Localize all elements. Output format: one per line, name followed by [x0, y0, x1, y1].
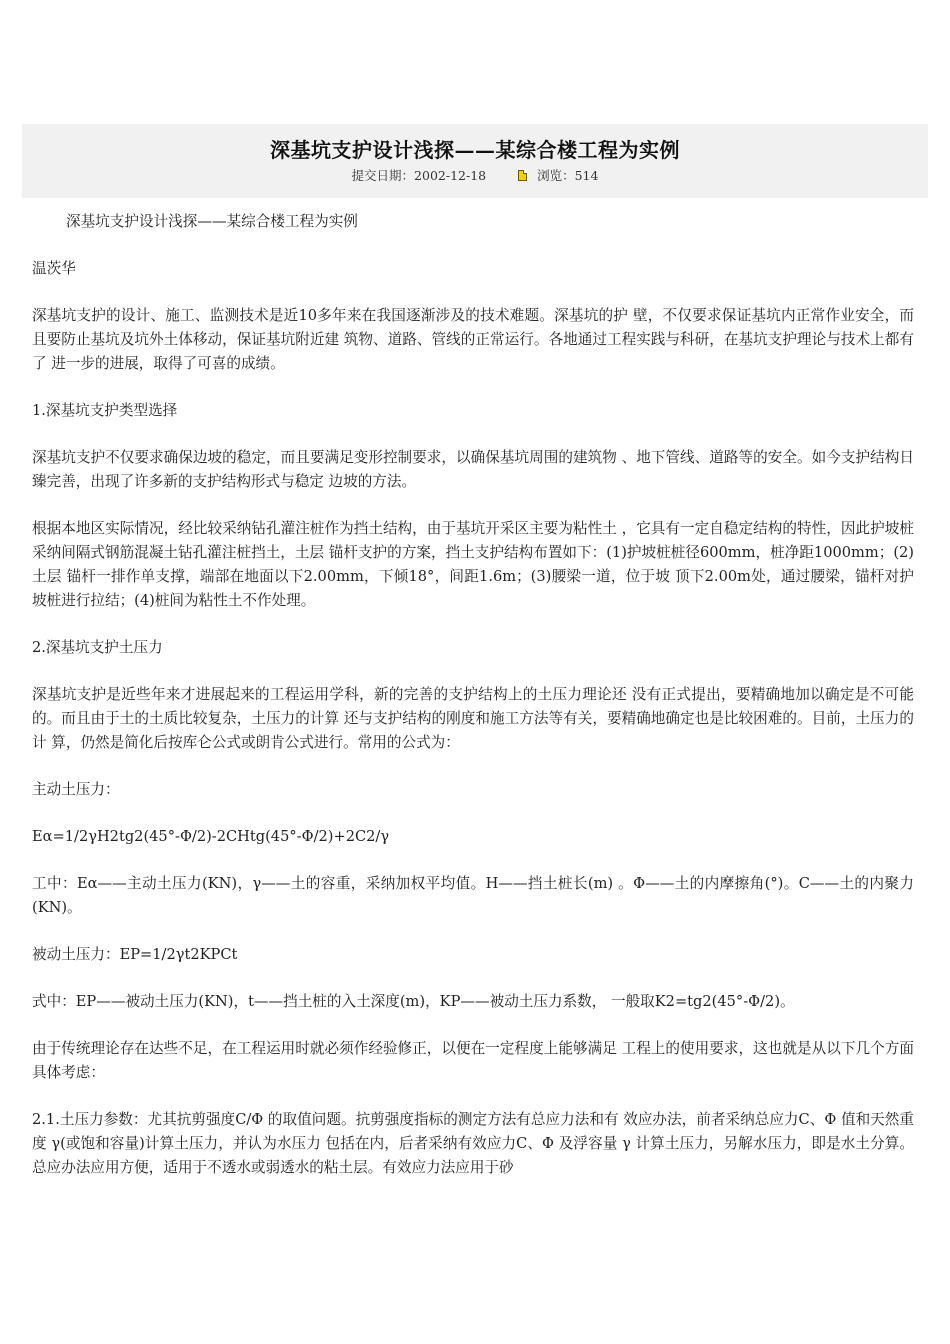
submit-date: 提交日期：2002-12-18	[351, 168, 487, 183]
article-meta	[22, 166, 928, 184]
paragraph: 由于传统理论存在达些不足，在工程运用时就必须作经验修正，以便在一定程度上能够满足 工程上的使用要求，这也就是从以下几个方面具体考虑：	[32, 1040, 914, 1081]
section-heading: 2.深基坑支护土压力	[32, 639, 163, 656]
body-subtitle: 深基坑支护设计浅探——某综合楼工程为实例	[66, 213, 358, 230]
article-title: 深基坑支护设计浅探——某综合楼工程为实例	[270, 138, 680, 162]
paragraph: 式中：EP——被动土压力(KN)，t——挡土桩的入土深度(m)，KP——被动土压力系数， 一般取K2=tg2(45°-Φ/2)。	[32, 993, 795, 1010]
formula: 被动土压力：EP=1/2γt2KPCt	[32, 946, 238, 963]
article-header	[22, 124, 928, 198]
document-icon	[518, 170, 527, 181]
section-heading: 1.深基坑支护类型选择	[32, 402, 178, 419]
article-body	[32, 210, 914, 1203]
author-name: 温茨华	[32, 260, 76, 277]
formula-label: 主动土压力：	[32, 781, 120, 798]
paragraph: 深基坑支护是近些年来才进展起来的工程运用学科，新的完善的支护结构上的土压力理论还 没有正式提出，要精确地加以确定是不可能的。而且由于土的土质比较复杂，土压力的计算 还与支护结构的刚度和施工方法等有关，要精确地确定也是比较困难的。目前，土压力的计 算，仍然是简化后按库仑公式或朗肯公式进行。常用的公式为：	[32, 686, 914, 751]
formula: Eα=1/2γH2tg2(45°-Φ/2)-2CHtg(45°-Φ/2)+2C2/γ	[32, 828, 390, 845]
view-count: 浏览：514	[537, 168, 599, 183]
paragraph: 工中：Eα——主动土压力(KN)，γ——土的容重，采纳加权平均值。H——挡土桩长(m) 。Φ——土的内摩擦角(°)。C——土的内聚力(KN)。	[32, 875, 914, 916]
paragraph: 深基坑支护不仅要求确保边坡的稳定，而且要满足变形控制要求，以确保基坑周围的建筑物 、地下管线、道路等的安全。如今支护结构日臻完善，出现了许多新的支护结构形式与稳定 边坡的方法。	[32, 449, 914, 490]
paragraph: 根据本地区实际情况，经比较采纳钻孔灌注桩作为挡土结构，由于基坑开采区主要为粘性土 ，它具有一定自稳定结构的特性，因此护坡桩采纳间隔式钢筋混凝土钻孔灌注桩挡土，土层 锚杆支护的方案，挡土支护结构布置如下：(1)护坡桩桩径600mm，桩净距1000mm；(2)土层 锚杆一排作单支撑，端部在地面以下2.00mm，下倾18°，间距1.6m；(3)腰梁一道，位于坡 顶下2.00m处，通过腰梁，锚杆对护坡桩进行拉结；(4)桩间为粘性土不作处理。	[32, 520, 914, 609]
paragraph: 2.1.土压力参数：尤其抗剪强度C/Φ 的取值问题。抗剪强度指标的测定方法有总应力法和有 效应办法，前者采纳总应力C、Φ 值和天然重度 γ(或饱和容量)计算土压力，并认为水压力 包括在内，后者采纳有效应力C、Φ 及浮容量 γ 计算土压力，另解水压力，即是水土分算。 总应办法应用方便，适用于不透水或弱透水的粘土层。有效应力法应用于砂	[32, 1111, 914, 1176]
paragraph: 深基坑支护的设计、施工、监测技术是近10多年来在我国逐渐涉及的技术难题。深基坑的护 壁，不仅要求保证基坑内正常作业安全，而且要防止基坑及坑外土体移动，保证基坑附近建 筑物、道路、管线的正常运行。各地通过工程实践与科研，在基坑支护理论与技术上都有了 进一步的进展，取得了可喜的成绩。	[32, 307, 914, 372]
